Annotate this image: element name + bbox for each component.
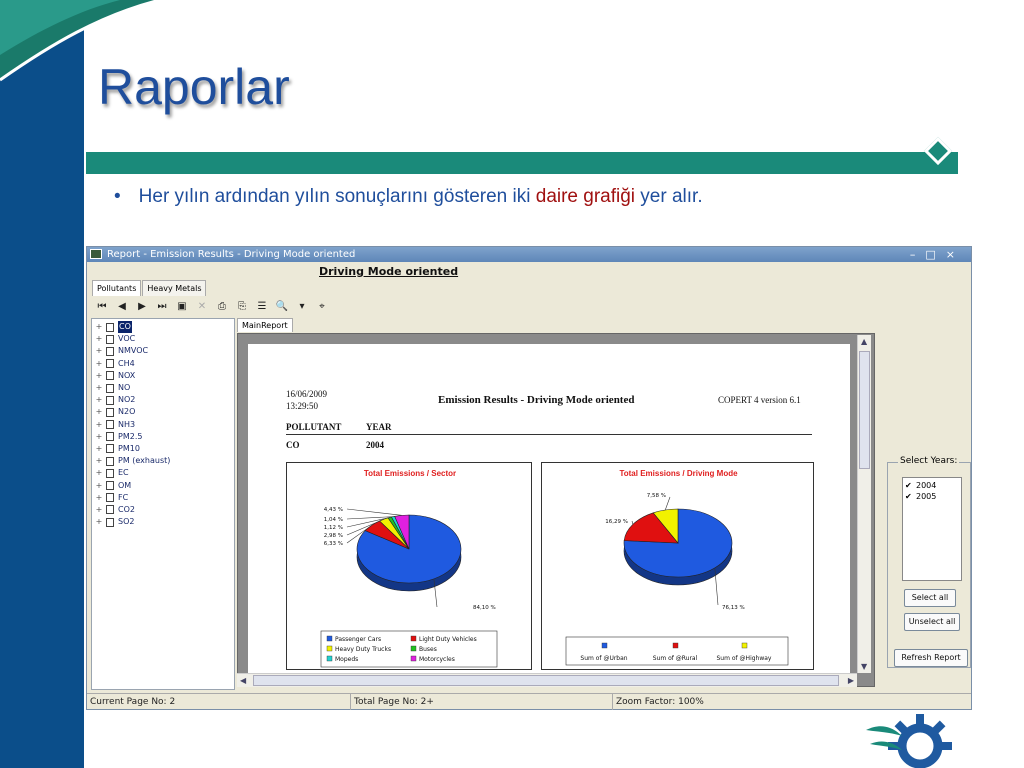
legend-swatch bbox=[327, 646, 332, 651]
status-current-page: Current Page No: 2 bbox=[87, 694, 351, 710]
checkbox-icon[interactable]: ✔ bbox=[905, 491, 912, 501]
first-page-icon[interactable]: ⏮ bbox=[97, 300, 107, 312]
tree-item[interactable] bbox=[92, 333, 234, 345]
tree-item-label: PM10 bbox=[118, 443, 140, 453]
document-icon bbox=[106, 444, 114, 453]
year-item-2005[interactable] bbox=[905, 491, 959, 502]
legend-label: Passenger Cars bbox=[335, 636, 382, 643]
tree-item-label: NMVOC bbox=[118, 346, 149, 356]
report-window bbox=[86, 246, 972, 710]
chart-driving-mode bbox=[541, 462, 814, 670]
report-date: 16/06/2009 bbox=[286, 389, 328, 399]
tab-bar bbox=[92, 280, 207, 296]
scroll-down-icon[interactable]: ▼ bbox=[861, 662, 868, 671]
tree-item-label: CO2 bbox=[118, 504, 135, 514]
expand-icon[interactable]: + bbox=[95, 358, 103, 368]
document-icon bbox=[106, 518, 114, 527]
tree-item[interactable] bbox=[92, 419, 234, 431]
prev-page-icon[interactable]: ◀ bbox=[118, 300, 126, 312]
document-icon bbox=[106, 347, 114, 356]
report-datetime bbox=[286, 388, 327, 412]
tree-item[interactable] bbox=[92, 516, 234, 528]
unselect-all-button[interactable]: Unselect all bbox=[904, 613, 960, 631]
close-button[interactable]: × bbox=[945, 248, 965, 261]
expand-icon[interactable]: + bbox=[95, 395, 103, 405]
legend-swatch bbox=[411, 646, 416, 651]
tree-item-label: SO2 bbox=[118, 517, 135, 527]
report-viewer bbox=[237, 333, 875, 687]
tab-mainreport[interactable]: MainReport bbox=[237, 318, 293, 332]
tree-item[interactable] bbox=[92, 394, 234, 406]
report-header-row bbox=[286, 422, 812, 435]
tree-item[interactable] bbox=[92, 455, 234, 467]
status-total-page: Total Page No: 2+ bbox=[351, 694, 613, 710]
tree-item[interactable] bbox=[92, 431, 234, 443]
report-page bbox=[248, 344, 850, 687]
report-caption: Driving Mode oriented bbox=[319, 265, 459, 278]
slice-value-label: 16,29 % bbox=[605, 519, 628, 525]
report-data-row bbox=[286, 440, 384, 450]
stop-icon[interactable]: ✕ bbox=[197, 300, 207, 312]
tree-item-label: PM2.5 bbox=[118, 431, 143, 441]
tree-item-label: CO bbox=[119, 322, 131, 332]
chart-sector bbox=[286, 462, 532, 670]
last-page-icon[interactable]: ⏭ bbox=[157, 300, 167, 312]
scroll-up-icon[interactable]: ▲ bbox=[861, 337, 868, 346]
tree-item-label: FC bbox=[118, 492, 129, 502]
tree-item[interactable] bbox=[92, 406, 234, 418]
tree-item-label: VOC bbox=[118, 334, 136, 344]
slice-value-label: 7,58 % bbox=[646, 493, 666, 499]
document-icon bbox=[106, 505, 114, 514]
chart-sector-svg bbox=[287, 463, 533, 671]
next-page-icon[interactable]: ▶ bbox=[138, 300, 146, 312]
legend-label: Mopeds bbox=[335, 656, 359, 663]
title-underline-bar bbox=[86, 152, 958, 174]
window-title: Report - Emission Results - Driving Mode oriented bbox=[107, 249, 356, 260]
slice-value-label: 4,43 % bbox=[323, 507, 343, 513]
print-setup-icon[interactable]: ⎘ bbox=[238, 300, 246, 312]
years-list bbox=[902, 477, 962, 581]
group-tree-icon[interactable]: ☰ bbox=[257, 300, 267, 312]
expand-icon[interactable]: + bbox=[95, 480, 103, 490]
tree-item[interactable] bbox=[92, 321, 234, 333]
document-icon bbox=[106, 371, 114, 380]
report-time: 13:29:50 bbox=[286, 401, 319, 411]
tree-item-label: NH3 bbox=[118, 419, 136, 429]
horizontal-scroll-thumb[interactable] bbox=[253, 675, 839, 686]
expand-icon[interactable]: + bbox=[95, 517, 103, 527]
year-value: 2004 bbox=[366, 440, 384, 450]
chart-title: Total Emissions / Sector bbox=[363, 469, 457, 478]
pollutant-tree bbox=[91, 318, 235, 690]
tree-item[interactable] bbox=[92, 382, 234, 394]
slice-value-label: 1,04 % bbox=[323, 517, 343, 523]
report-title: Emission Results - Driving Mode oriented bbox=[438, 394, 635, 406]
tree-item-label: PM (exhaust) bbox=[118, 456, 171, 466]
slice-leader-line bbox=[632, 521, 633, 524]
print-icon[interactable]: ⎙ bbox=[218, 300, 226, 312]
status-zoom: Zoom Factor: 100% bbox=[616, 697, 704, 707]
expand-icon[interactable]: + bbox=[95, 492, 103, 502]
select-years-panel bbox=[887, 456, 971, 668]
document-icon bbox=[106, 420, 114, 429]
export-icon[interactable]: ▣ bbox=[177, 300, 187, 312]
tree-item-label: NO bbox=[118, 383, 131, 393]
tree-item[interactable] bbox=[92, 358, 234, 370]
expand-icon[interactable]: + bbox=[95, 370, 103, 380]
year-label: 2005 bbox=[916, 492, 937, 501]
tree-item[interactable] bbox=[92, 479, 234, 491]
col-year: YEAR bbox=[366, 422, 392, 432]
slice-value-label: 76,13 % bbox=[722, 605, 745, 611]
expand-icon[interactable]: + bbox=[95, 334, 103, 344]
tree-item[interactable] bbox=[92, 467, 234, 479]
maximize-button[interactable]: □ bbox=[925, 248, 946, 261]
tree-item[interactable] bbox=[92, 370, 234, 382]
legend-swatch bbox=[411, 636, 416, 641]
window-controls bbox=[910, 247, 965, 262]
select-years-legend: Select Years: bbox=[900, 456, 958, 466]
zoom-icon[interactable]: 🔍 bbox=[275, 300, 289, 312]
window-titlebar bbox=[87, 247, 971, 262]
select-all-button[interactable]: Select all bbox=[904, 589, 956, 607]
year-label: 2004 bbox=[916, 481, 937, 490]
tree-item-label: N2O bbox=[118, 407, 136, 417]
vertical-scroll-thumb[interactable] bbox=[859, 351, 870, 469]
expand-icon[interactable]: + bbox=[95, 431, 103, 441]
slice-value-label: 84,10 % bbox=[473, 605, 496, 611]
legend-label: Sum of @Highway bbox=[716, 655, 772, 662]
minimize-button[interactable]: – bbox=[909, 248, 926, 261]
scroll-left-icon[interactable]: ◀ bbox=[240, 676, 247, 685]
tree-item-label: NO2 bbox=[118, 395, 136, 405]
tree-item-label: CH4 bbox=[118, 358, 135, 368]
gear-logo bbox=[862, 700, 962, 768]
legend-label: Light Duty Vehicles bbox=[419, 636, 477, 643]
tab-heavy-metals[interactable]: Heavy Metals bbox=[142, 280, 206, 296]
expand-icon[interactable]: + bbox=[95, 504, 103, 514]
chart-driving-mode-svg bbox=[542, 463, 815, 671]
status-bar bbox=[87, 693, 971, 709]
legend-label: Motorcycles bbox=[419, 656, 455, 663]
expand-icon[interactable]: + bbox=[95, 383, 103, 393]
legend-label: Heavy Duty Trucks bbox=[335, 646, 392, 653]
legend-swatch bbox=[411, 656, 416, 661]
vertical-scrollbar[interactable] bbox=[857, 335, 871, 673]
toolbar bbox=[91, 296, 881, 316]
legend-swatch bbox=[742, 643, 747, 648]
tree-item-label: OM bbox=[118, 480, 132, 490]
pollutant-value: CO bbox=[286, 440, 300, 450]
legend-swatch bbox=[602, 643, 607, 648]
document-icon bbox=[106, 335, 114, 344]
bullet-highlight: daire grafiği bbox=[535, 186, 636, 207]
horizontal-scrollbar[interactable] bbox=[237, 673, 857, 687]
chart-title: Total Emissions / Driving Mode bbox=[619, 469, 738, 478]
tree-item[interactable] bbox=[92, 443, 234, 455]
year-item-2004[interactable] bbox=[905, 480, 959, 491]
document-icon bbox=[106, 457, 114, 466]
slide-title: Raporlar bbox=[98, 59, 290, 115]
document-icon bbox=[106, 493, 114, 502]
legend-label: Sum of @Rural bbox=[652, 655, 698, 662]
expand-icon[interactable]: + bbox=[95, 407, 103, 417]
expand-icon[interactable]: + bbox=[95, 456, 103, 466]
tree-item[interactable] bbox=[92, 345, 234, 357]
expand-icon[interactable]: + bbox=[95, 346, 103, 356]
document-icon bbox=[106, 323, 114, 332]
document-icon bbox=[106, 408, 114, 417]
bullet-text-start: Her yılın ardından yılın sonuçlarını gösteren iki bbox=[138, 186, 536, 207]
document-icon bbox=[106, 469, 114, 478]
document-icon bbox=[106, 396, 114, 405]
col-pollutant: POLLUTANT bbox=[286, 422, 342, 432]
search-icon[interactable]: ⌖ bbox=[319, 300, 325, 312]
refresh-report-button[interactable]: Refresh Report bbox=[894, 649, 968, 667]
app-icon bbox=[90, 249, 102, 259]
tree-item[interactable] bbox=[92, 492, 234, 504]
legend-label: Sum of @Urban bbox=[580, 655, 628, 662]
bullet-text bbox=[114, 186, 703, 208]
expand-icon[interactable]: + bbox=[95, 322, 103, 332]
slice-value-label: 1,12 % bbox=[323, 525, 343, 531]
document-icon bbox=[106, 384, 114, 393]
slice-value-label: 6,33 % bbox=[323, 541, 343, 547]
tree-item-label: NOX bbox=[118, 370, 136, 380]
bullet-text-end: yer alır. bbox=[635, 186, 703, 207]
zoom-dropdown-icon[interactable]: ▾ bbox=[299, 300, 305, 312]
bullet-icon: • bbox=[114, 186, 121, 207]
legend-swatch bbox=[327, 636, 332, 641]
scroll-right-icon[interactable]: ▶ bbox=[847, 676, 854, 685]
document-icon bbox=[106, 481, 114, 490]
tab-pollutants[interactable]: Pollutants bbox=[92, 280, 141, 296]
slice-leader-line bbox=[347, 509, 402, 515]
expand-icon[interactable]: + bbox=[95, 443, 103, 453]
document-icon bbox=[106, 432, 114, 441]
tree-item-label: EC bbox=[118, 468, 129, 478]
legend-swatch bbox=[327, 656, 332, 661]
tree-item[interactable] bbox=[92, 504, 234, 516]
legend-swatch bbox=[673, 643, 678, 648]
expand-icon[interactable]: + bbox=[95, 468, 103, 478]
legend-label: Buses bbox=[419, 646, 437, 653]
expand-icon[interactable]: + bbox=[95, 419, 103, 429]
checkbox-icon[interactable]: ✔ bbox=[905, 480, 912, 490]
slice-value-label: 2,98 % bbox=[323, 533, 343, 539]
document-icon bbox=[106, 359, 114, 368]
copert-version: COPERT 4 version 6.1 bbox=[718, 395, 801, 405]
